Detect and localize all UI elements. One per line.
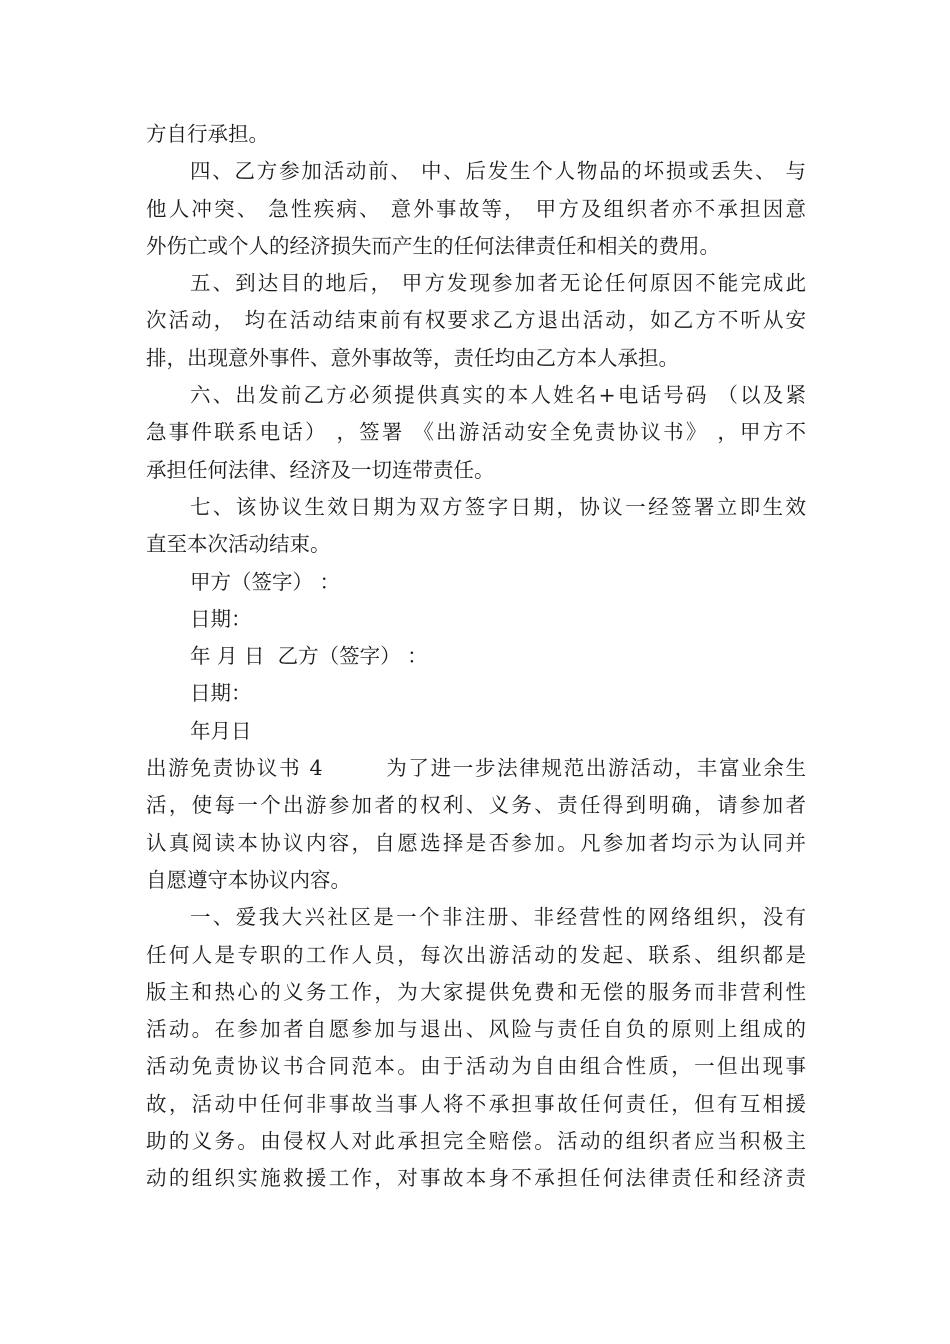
text-line: 活动。在参加者自愿参加与退出、风险与责任自负的原则上组成的	[146, 1017, 806, 1042]
date-line: 日期：	[190, 606, 252, 631]
text-line: 方自行承担。	[146, 122, 269, 146]
text-line: 为了进一步法律规范出游活动，丰富业余生	[384, 756, 807, 781]
section-heading: 出游免责协议书 4	[146, 756, 323, 781]
text-line: 承担任何法律、经济及一切连带责任。	[146, 457, 495, 482]
section-heading-line	[146, 750, 806, 787]
text-line: 自愿遵守本协议内容。	[146, 867, 351, 892]
text-line: 急事件联系电话） ，签署 《出游活动安全免责协议书》 ，甲方不	[146, 420, 806, 445]
text-line: 版主和热心的义务工作，为大家提供免费和无偿的服务而非营利性	[146, 979, 806, 1004]
text-line: 四、乙方参加活动前、 中、后发生个人物品的坏损或丢失、 与	[190, 159, 806, 184]
date-line: 日期：	[190, 681, 252, 706]
text-line: 直至本次活动结束。	[146, 532, 331, 557]
text-line: 活，使每一个出游参加者的权利、义务、责任得到明确，请参加者	[146, 793, 806, 818]
text-line: 五、到达目的地后， 甲方发现参加者无论任何原因不能完成此	[190, 271, 806, 296]
text-line: 一、爱我大兴社区是一个非注册、非经营性的网络组织，没有	[190, 905, 806, 930]
text-line: 助的义务。由侵权人对此承担完全赔偿。活动的组织者应当积极主	[146, 1129, 806, 1154]
text-line: 故，活动中任何非事故当事人将不承担事故任何责任，但有互相援	[146, 1091, 806, 1116]
text-line: 他人冲突、 急性疾病、 意外事故等， 甲方及组织者亦不承担因意	[146, 196, 806, 221]
document-page	[146, 116, 806, 1198]
text-line: 任何人是专职的工作人员，每次出游活动的发起、联系、组织都是	[146, 942, 806, 967]
signature-line-party-b: 年 月 日 乙方（签字） ：	[190, 644, 428, 669]
text-line: 六、出发前乙方必须提供真实的本人姓名+电话号码 （以及紧	[190, 383, 806, 408]
date-placeholder: 年月日	[190, 718, 252, 743]
text-line: 排，出现意外事件、意外事故等，责任均由乙方本人承担。	[146, 345, 679, 370]
text-line: 次活动， 均在活动结束前有权要求乙方退出活动，如乙方不听从安	[146, 308, 806, 333]
text-line: 活动免责协议书合同范本。由于活动为自由组合性质，一但出现事	[146, 1054, 806, 1079]
text-line: 七、该协议生效日期为双方签字日期，协议一经签署立即生效	[190, 494, 806, 519]
text-line: 认真阅读本协议内容，自愿选择是否参加。凡参加者均示为认同并	[146, 830, 806, 855]
text-line: 动的组织实施救援工作，对事故本身不承担任何法律责任和经济责	[146, 1166, 806, 1191]
signature-line-party-a: 甲方（签字） ：	[190, 569, 341, 594]
text-line: 外伤亡或个人的经济损失而产生的任何法律责任和相关的费用。	[146, 233, 720, 258]
